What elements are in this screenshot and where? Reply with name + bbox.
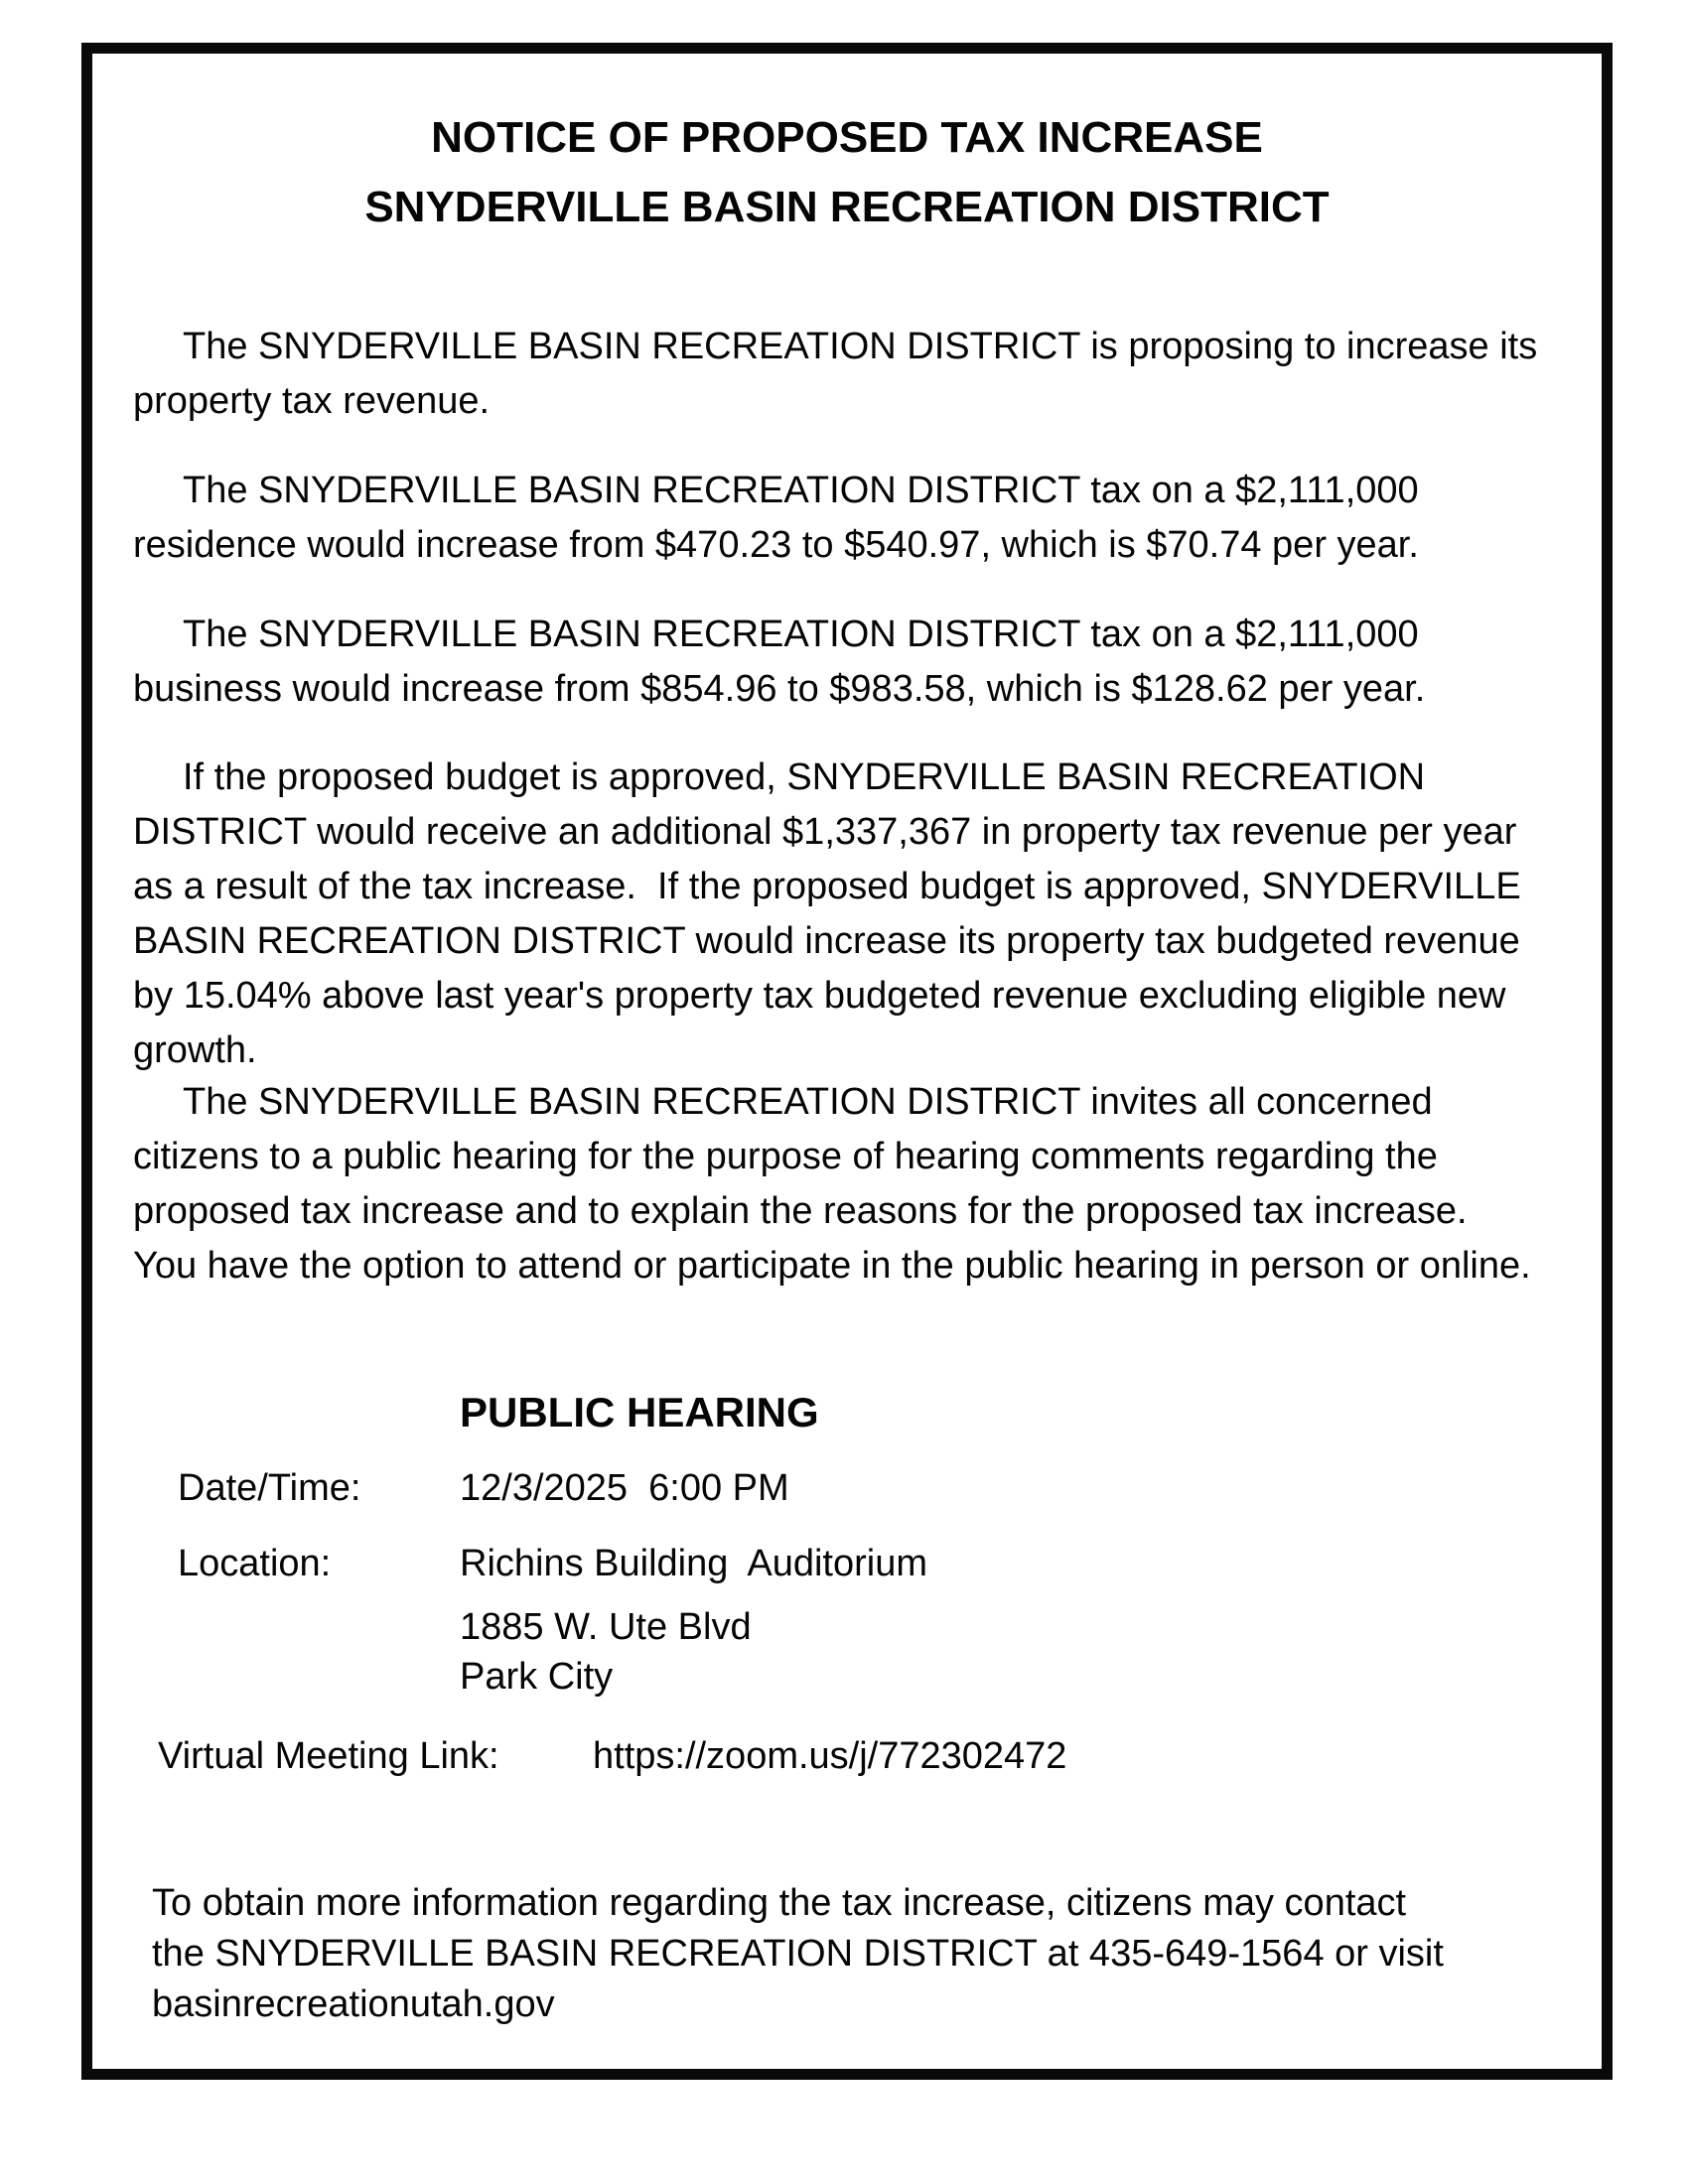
datetime-value: 12/3/2025 6:00 PM (460, 1467, 789, 1509)
paragraph-contact-info: To obtain more information regarding the tax increase, citizens may contact the SNYDERVILLE BASIN RECREATION DISTRICT at 435-649-1564 or visit basinrecreationutah.gov (152, 1882, 1455, 2025)
location-label: Location: (178, 1543, 332, 1584)
location-value: Richins Building Auditorium (460, 1543, 928, 1584)
document-title (92, 103, 1602, 242)
paragraph-residence-tax: The SNYDERVILLE BASIN RECREATION DISTRICT tax on a $2,111,000 residence would increase from $470.23 to $540.97, which is $70.74 per year. (133, 470, 1430, 566)
paragraph-business-tax: The SNYDERVILLE BASIN RECREATION DISTRICT tax on a $2,111,000 business would increase from $854.96 to $983.58, which is $128.62 per year. (133, 614, 1430, 710)
virtual-meeting-row (92, 1735, 1602, 1791)
title-line-1: NOTICE OF PROPOSED TAX INCREASE (431, 113, 1263, 162)
hearing-datetime-row (92, 1467, 1602, 1523)
location-address-line1: 1885 W. Ute Blvd (460, 1606, 752, 1648)
virtual-meeting-link: https://zoom.us/j/772302472 (593, 1735, 1067, 1777)
datetime-label: Date/Time: (178, 1467, 361, 1509)
paragraph-proposal: The SNYDERVILLE BASIN RECREATION DISTRICT is proposing to increase its property tax revenue. (133, 326, 1548, 422)
hearing-location-row (92, 1543, 1602, 1598)
public-hearing-heading: PUBLIC HEARING (460, 1389, 819, 1435)
paragraph-hearing-invite: The SNYDERVILLE BASIN RECREATION DISTRICT invites all concerned citizens to a public hearing for the purpose of hearing comments regarding the proposed tax increase and to explain the reasons for the proposed tax increase. You have the option to attend or participate in the public hearing in person or online. (133, 1081, 1531, 1287)
paragraph-budget-revenue: If the proposed budget is approved, SNYDERVILLE BASIN RECREATION DISTRICT would receive an additional $1,337,367 in property tax revenue per year as a result of the tax increase. If the proposed budget is approved, SNYDERVILLE BASIN RECREATION DISTRICT would increase its property tax budgeted revenue by 15.04% above last year's property tax budgeted revenue excluding eligible new growth. (133, 756, 1532, 1071)
virtual-meeting-label: Virtual Meeting Link: (158, 1735, 499, 1777)
title-line-2: SNYDERVILLE BASIN RECREATION DISTRICT (364, 183, 1330, 231)
location-address-line2: Park City (460, 1656, 614, 1698)
notice-page-frame (81, 43, 1613, 2080)
